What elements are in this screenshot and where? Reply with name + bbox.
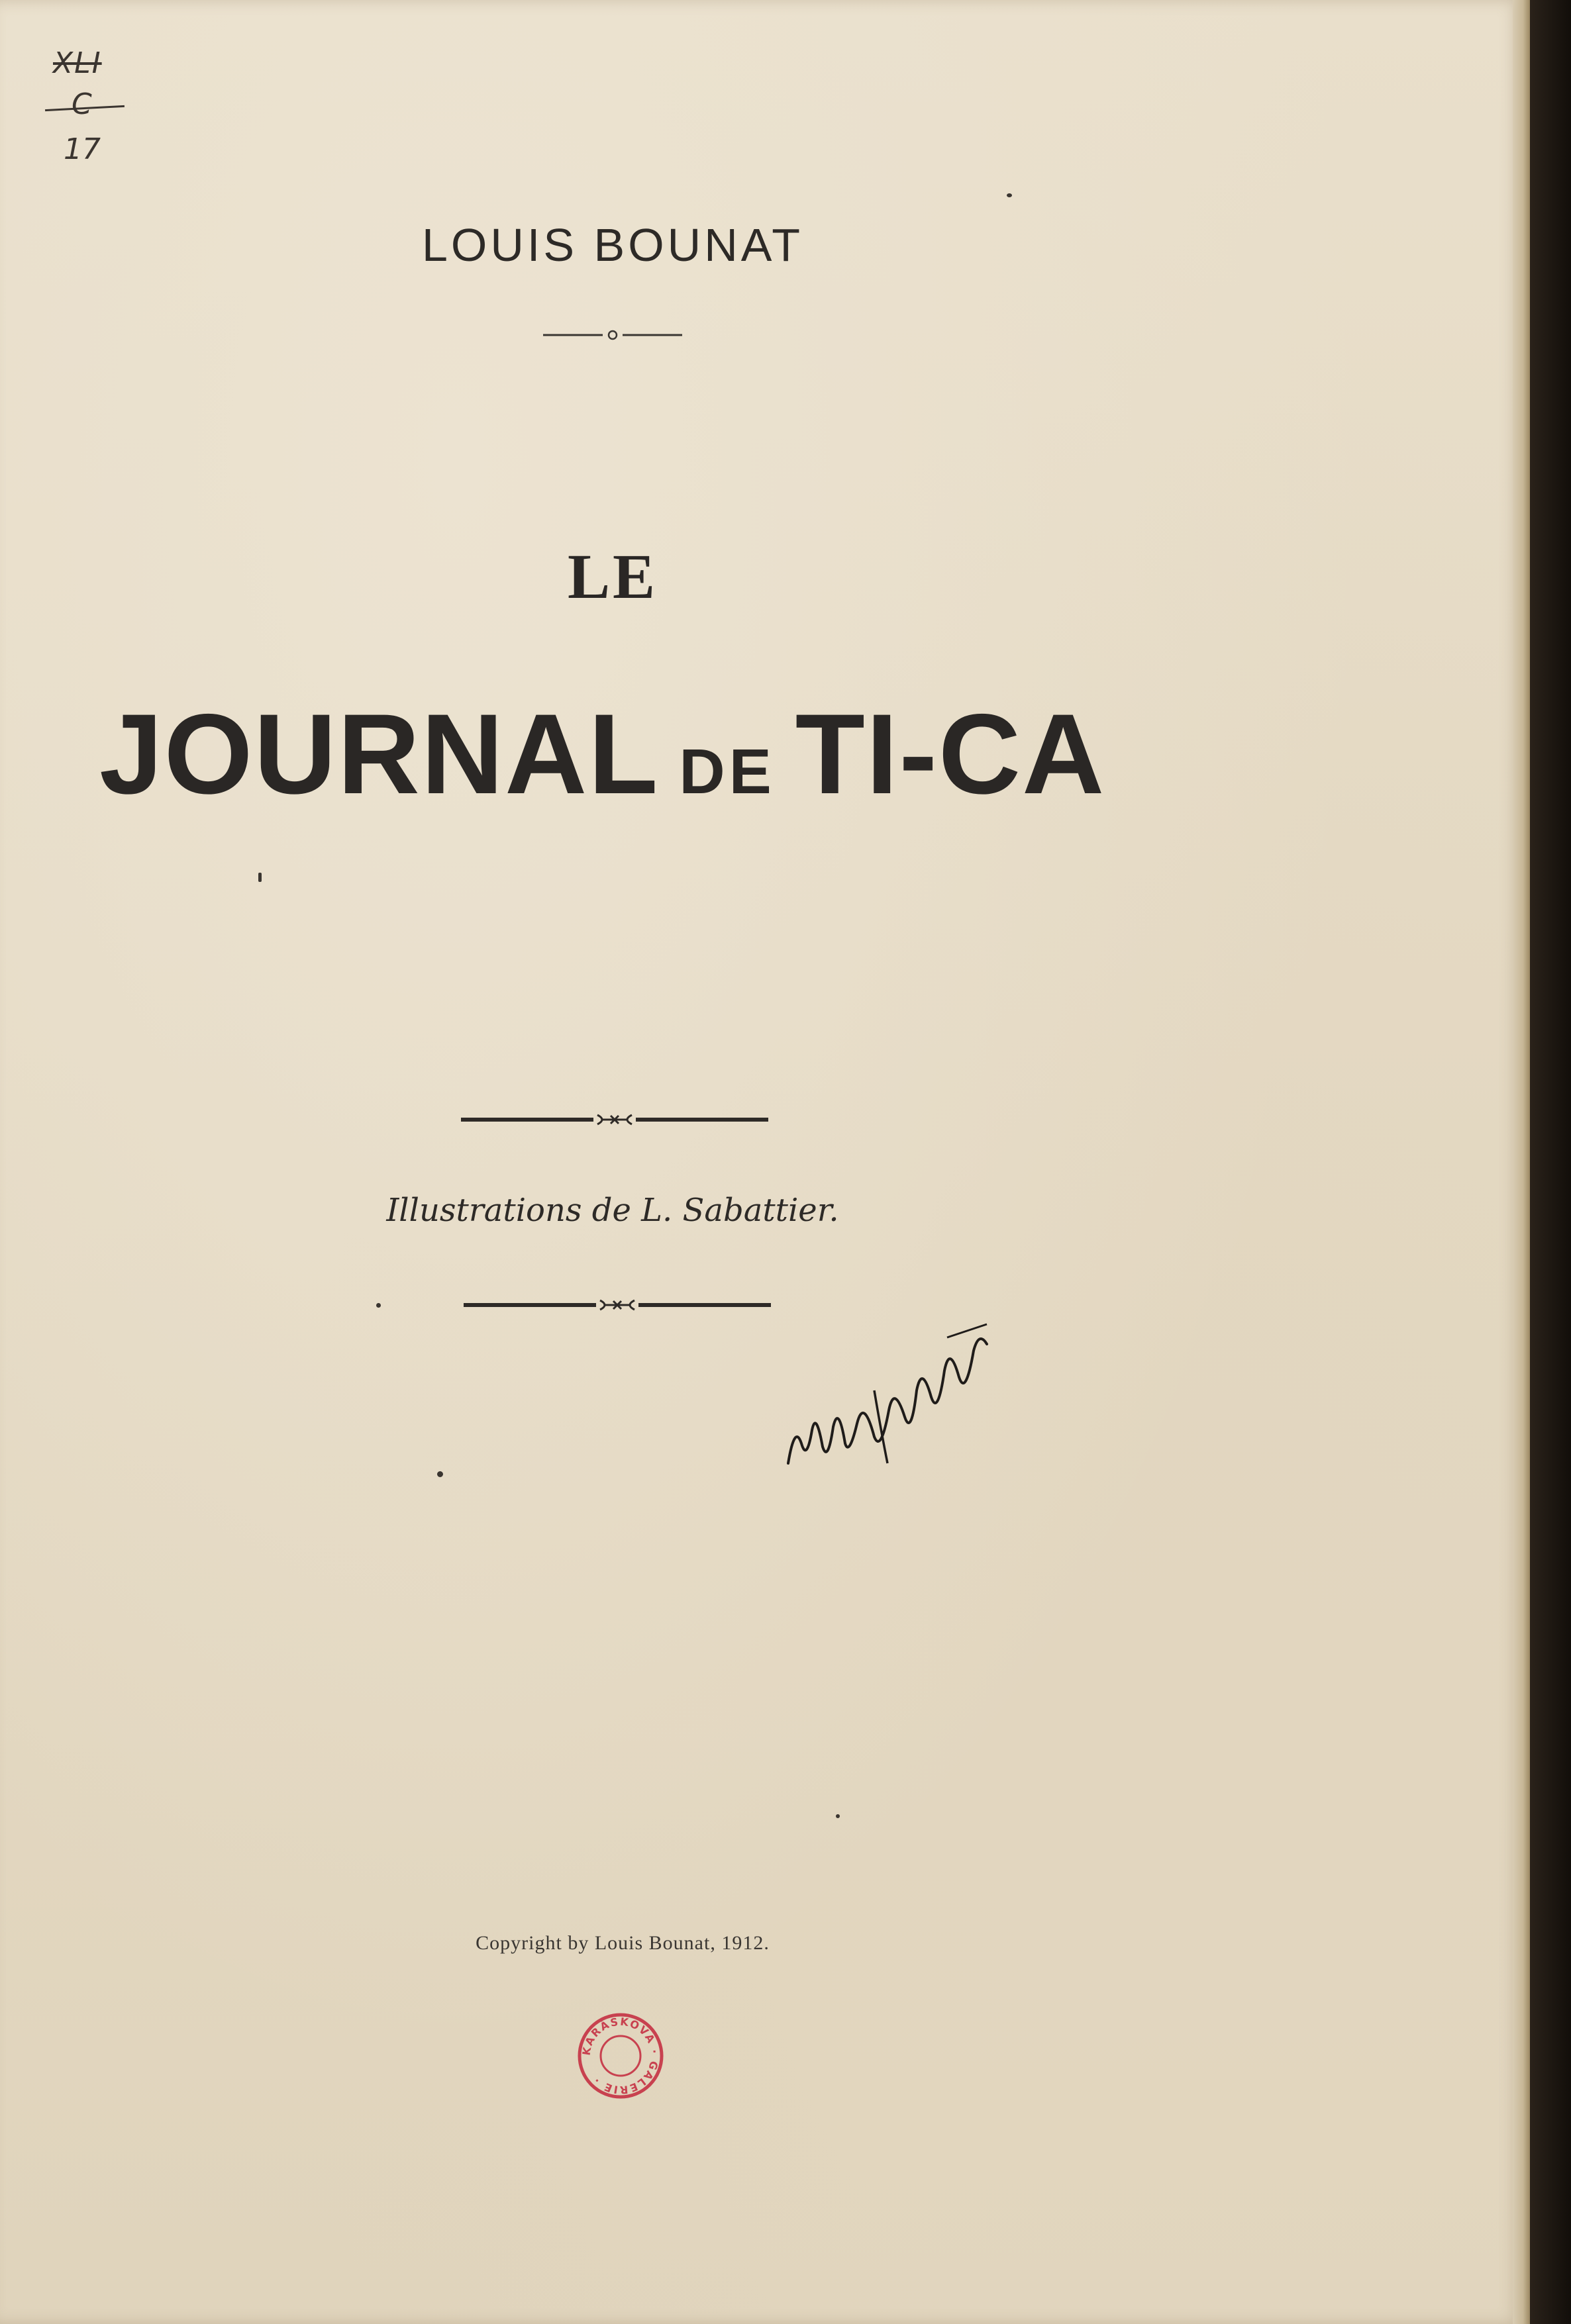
binding-spine [1530,0,1571,2324]
handwritten-signature [775,1311,1000,1470]
paper-speck [258,873,262,882]
title-word-de: DE [679,736,776,807]
title-article: LE [567,541,658,612]
ornament-divider-bottom [464,1295,771,1315]
shelfmark-line-1: XLI [53,46,102,80]
illustrations-credit: Illustrations de L. Sabattier. [386,1192,839,1229]
ornament-small-divider [543,328,682,342]
author-name: LOUIS BOUNAT [421,219,803,271]
paper-speck [437,1471,443,1477]
library-stamp [576,2011,665,2100]
ornament-divider-top [461,1110,768,1130]
paper-speck [836,1814,840,1818]
title-word-journal: JOURNAL [99,691,660,818]
title-main [99,689,1159,820]
title-word-tica: TI-CA [795,691,1106,818]
shelfmark-handwritten [45,46,138,185]
svg-text:KARÁSKOVA · GALERIE ·: KARÁSKOVA · GALERIE · [580,2015,662,2097]
shelfmark-line-2: C [72,87,92,121]
paper-speck [1007,193,1012,197]
shelfmark-line-3: 17 [64,132,101,166]
paper-speck [376,1303,381,1308]
copyright-line: Copyright by Louis Bounat, 1912. [476,1932,770,1954]
page-edge [1513,0,1530,2324]
